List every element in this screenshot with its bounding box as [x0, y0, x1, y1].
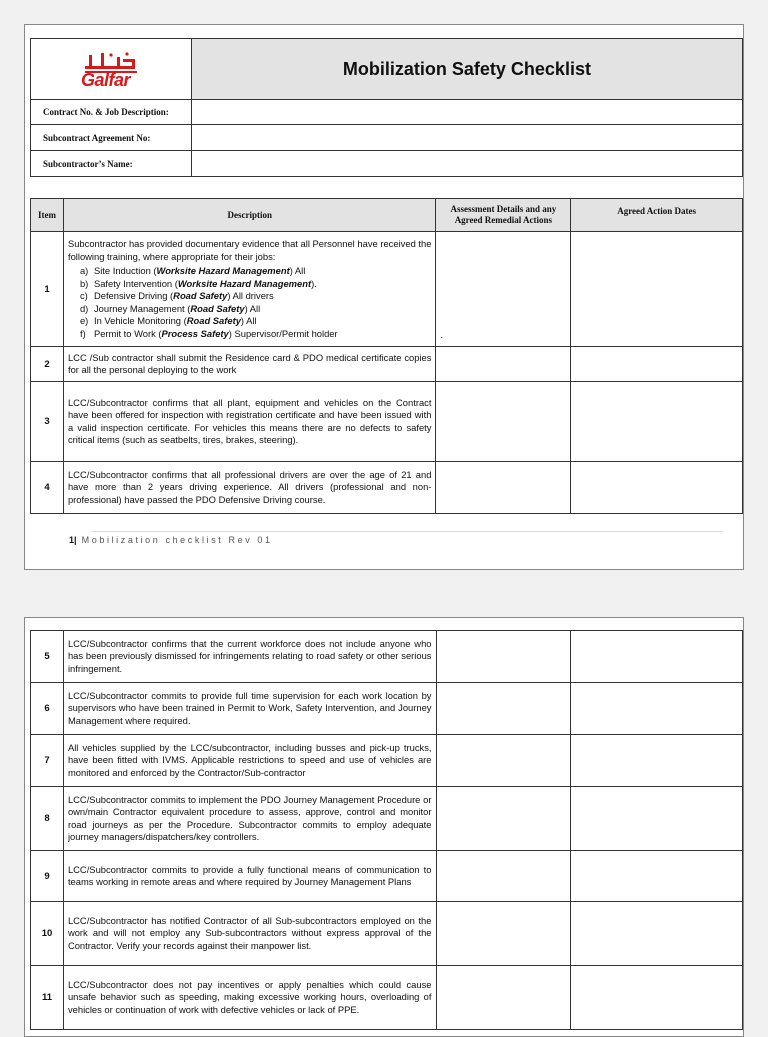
table-row [31, 902, 743, 966]
assessment-cell[interactable] [436, 382, 571, 462]
item-number: 2 [31, 347, 64, 382]
item-description: LCC/Subcontractor commits to provide full time supervision for each work location by supervisors who have been trained in Permit to Work, Safety Intervention, and Journey Management where required. [63, 683, 436, 735]
assessment-cell[interactable]: . [436, 232, 571, 347]
checklist-table [30, 198, 743, 514]
item-description: LCC /Sub contractor shall submit the Residence card & PDO medical certificate copies for all the personal deploying to the work [63, 347, 435, 382]
item-description: LCC/Subcontractor has notified Contractor of all Sub-subcontractors employed on the work and will not employ any Sub-subcontractors without express approval of the Contractor. Verify your records against their manpower list. [63, 902, 436, 966]
list-item: e. e) In Vehicle Monitoring (Road Safety) All [94, 315, 431, 328]
table-row [31, 462, 743, 514]
dates-cell[interactable] [571, 631, 743, 683]
table-row [31, 382, 743, 462]
dates-cell[interactable] [571, 966, 743, 1030]
agreement-label: Subcontract Agreement No: [31, 125, 192, 151]
item-description: LCC/Subcontractor commits to provide a fully functional means of communication to teams working in remote areas and where required by Journey Management Plans [63, 851, 436, 902]
item-number: 1 [31, 232, 64, 347]
list-item: d. d) Journey Management (Road Safety) All [94, 303, 431, 316]
dates-cell[interactable] [571, 382, 743, 462]
dates-cell[interactable] [571, 462, 743, 514]
assessment-cell[interactable] [436, 787, 571, 851]
page-number: 1 [69, 535, 75, 545]
dates-cell[interactable] [571, 902, 743, 966]
dates-cell[interactable] [571, 787, 743, 851]
item-number: 4 [31, 462, 64, 514]
list-item: c. c) Defensive Driving (Road Safety) All drivers [94, 290, 431, 303]
page-2 [24, 617, 744, 1037]
item-text: Subcontractor has provided documentary evidence that all Personnel have received the following training, where appropriate for their jobs: [67, 238, 432, 262]
table-row [31, 683, 743, 735]
item-description: LCC/Subcontractor confirms that the current workforce does not include anyone who has been previously dismissed for infringements relating to road safety or other serious infringement. [63, 631, 436, 683]
table-row [31, 851, 743, 902]
list-item: f. f) Permit to Work (Process Safety) Supervisor/Permit holder [94, 328, 431, 341]
logo-text: Galfar [80, 70, 130, 90]
item-number: 5 [31, 631, 64, 683]
item-number: 8 [31, 787, 64, 851]
item-number: 3 [31, 382, 64, 462]
agreement-value[interactable] [191, 125, 742, 151]
table-row [31, 787, 743, 851]
table-row [31, 966, 743, 1030]
contract-label: Contract No. & Job Description: [31, 100, 192, 125]
footer-divider [91, 531, 723, 532]
dates-cell[interactable] [571, 683, 743, 735]
assessment-cell[interactable] [436, 902, 571, 966]
document-title: Mobilization Safety Checklist [191, 39, 742, 100]
subcontractor-value[interactable] [191, 151, 742, 177]
contract-value[interactable] [191, 100, 742, 125]
dates-cell[interactable] [571, 232, 743, 347]
item-number: 6 [31, 683, 64, 735]
item-description: LCC/Subcontractor confirms that all plant, equipment and vehicles on the Contract have been offered for inspection with registration certificate and have been issued with a valid inspection certificate. For vehicles this means there are no defects to safety critical items (such as seatbelts, tires, brakes, steering). [63, 382, 435, 462]
assessment-cell[interactable] [436, 347, 571, 382]
footer-separator: | [74, 535, 77, 545]
page-1 [24, 24, 744, 570]
checklist-table-continued [30, 630, 743, 1030]
item-description: LCC/Subcontractor commits to implement the PDO Journey Management Procedure or own/main Contractor equivalent procedure to assess, approve, control and monitor road journeys as per the Procedure. Subcontractor commits to employ adequate journey managers/dispatchers/key controllers. [63, 787, 436, 851]
column-item: Item [31, 199, 64, 232]
list-item: a. a) Site Induction (Worksite Hazard Management) All [94, 265, 431, 278]
dates-cell[interactable] [571, 851, 743, 902]
subcontractor-label: Subcontractor’s Name: [31, 151, 192, 177]
galfar-logo [61, 49, 161, 89]
column-assessment: Assessment Details and any Agreed Remedial Actions [436, 199, 571, 232]
assessment-cell[interactable] [436, 966, 571, 1030]
item-number: 11 [31, 966, 64, 1030]
column-description: Description [63, 199, 435, 232]
item-number: 10 [31, 902, 64, 966]
assessment-cell[interactable] [436, 631, 571, 683]
column-dates: Agreed Action Dates [571, 199, 743, 232]
item-number: 9 [31, 851, 64, 902]
item-description: All vehicles supplied by the LCC/subcontractor, including busses and pick-up trucks, have been fitted with IVMS. Applicable restrictions to speed and use of vehicles are monitored and enforced by the Contractor/Sub-contractor [63, 735, 436, 787]
assessment-cell[interactable] [436, 462, 571, 514]
logo-cell [31, 39, 192, 100]
assessment-cell[interactable] [436, 683, 571, 735]
assessment-cell[interactable] [436, 851, 571, 902]
item-description: LCC/Subcontractor does not pay incentives or apply penalties which could cause unsafe behavior such as speeding, making excessive working hours, overloading of vehicles or continuation of work with defective vehicles or lack of PPE. [63, 966, 436, 1030]
table-row [31, 347, 743, 382]
training-list [68, 265, 431, 340]
table-row [31, 232, 743, 347]
assessment-cell[interactable] [436, 735, 571, 787]
list-item: b. b) Safety Intervention (Worksite Hazard Management). [94, 278, 431, 291]
header-table [30, 38, 743, 177]
item-description [63, 232, 435, 347]
table-row [31, 735, 743, 787]
item-number: 7 [31, 735, 64, 787]
dates-cell[interactable] [571, 347, 743, 382]
page-footer [69, 535, 273, 545]
table-row [31, 631, 743, 683]
footer-text: Mobilization checklist Rev 01 [81, 535, 273, 545]
item-description: LCC/Subcontractor confirms that all professional drivers are over the age of 21 and have more than 2 years driving experience. All drivers (professional and non-professional) have passed the PDO Defensive Driving course. [63, 462, 435, 514]
dates-cell[interactable] [571, 735, 743, 787]
